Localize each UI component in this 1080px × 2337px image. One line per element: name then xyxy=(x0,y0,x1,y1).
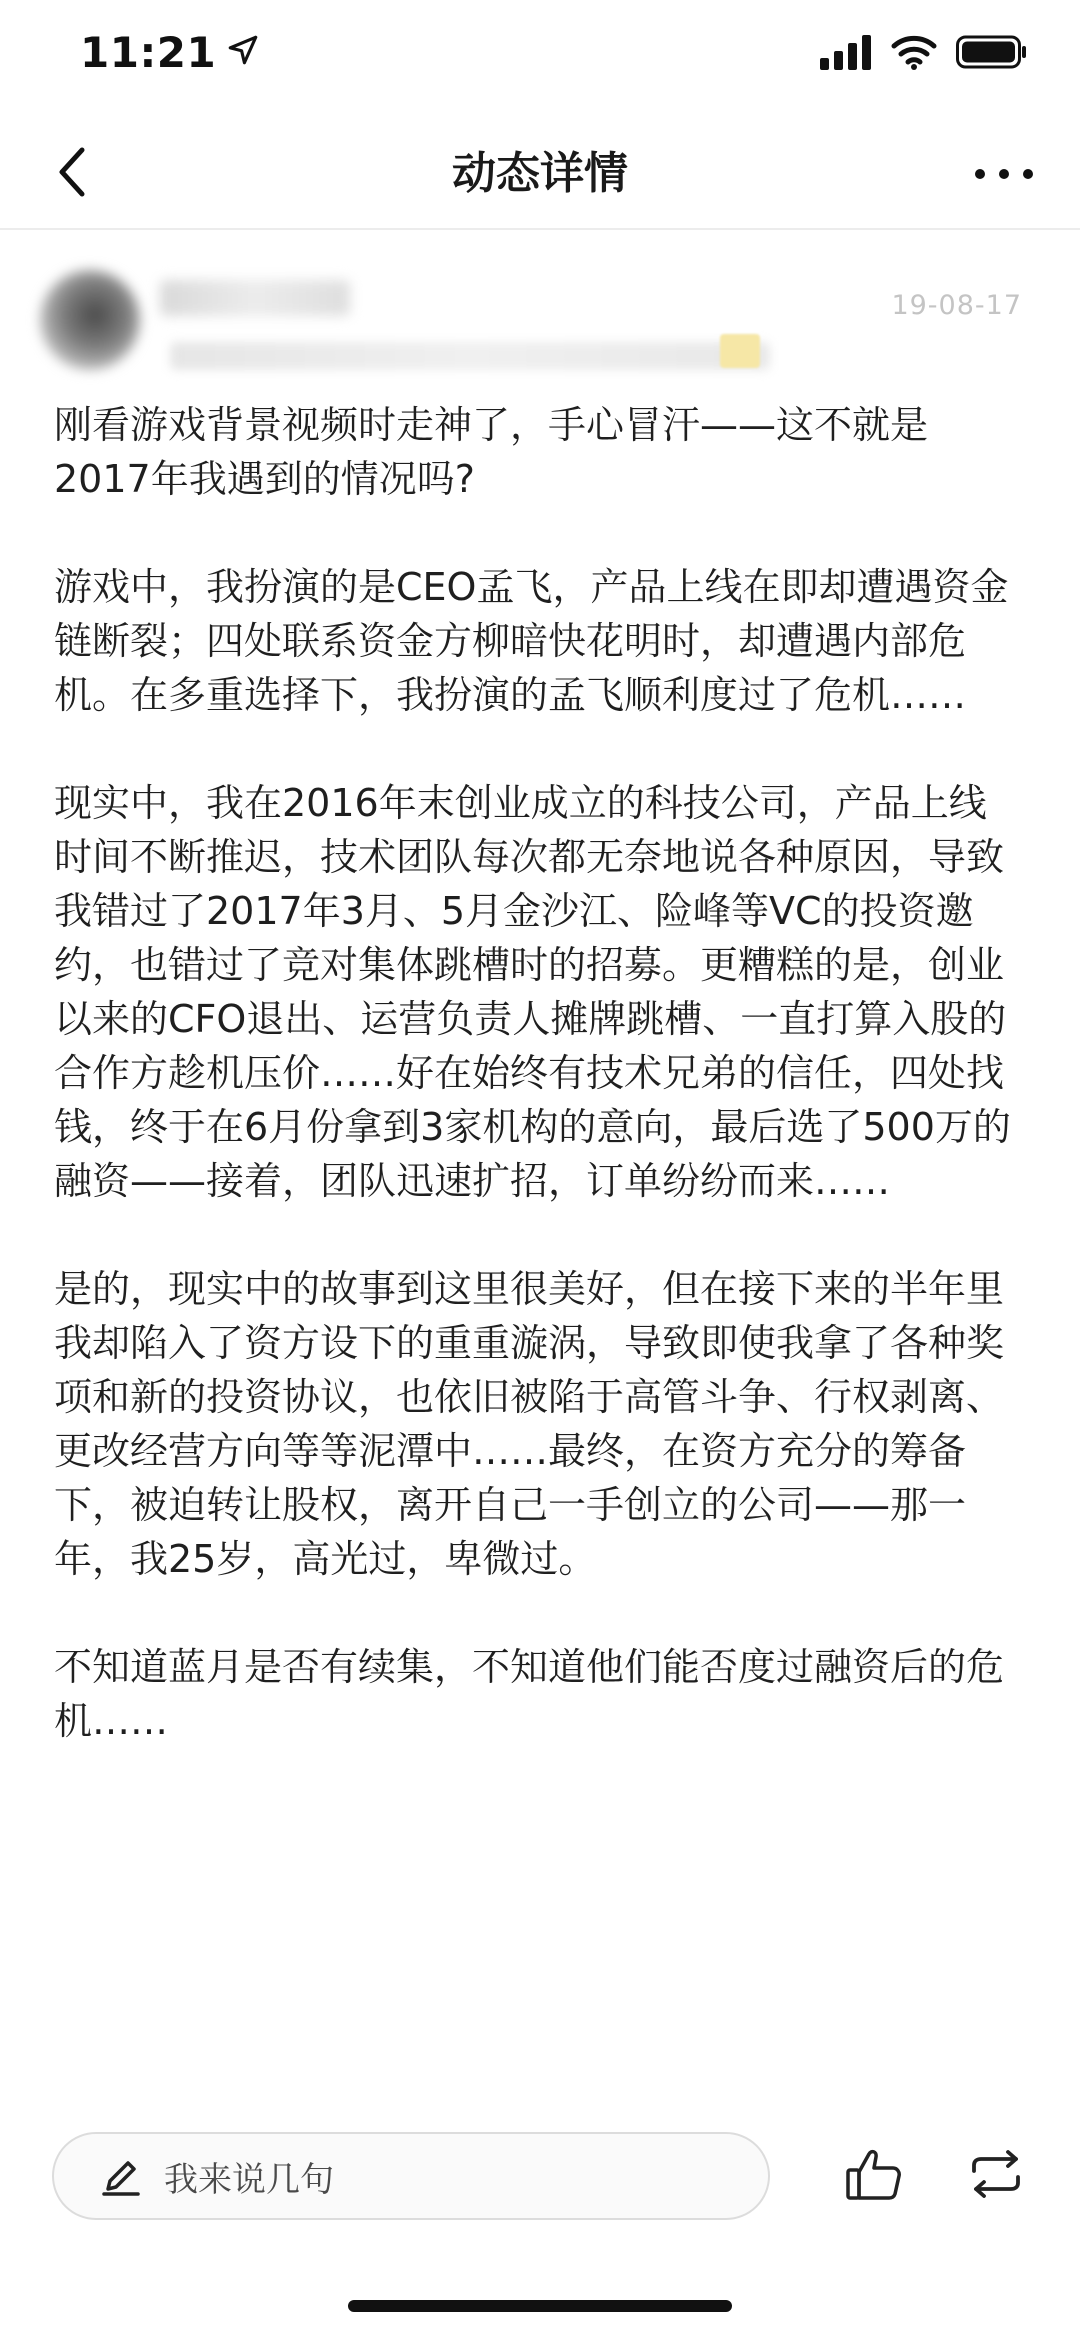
more-dots-icon xyxy=(974,165,1034,184)
post-paragraph: 是的，现实中的故事到这里很美好，但在接下来的半年里我却陷入了资方设下的重重漩涡，导致即使我拿了各种奖项和新的投资协议，也依旧被陷于高管斗争、行权剥离、更改经营方向等等泥潭中……最终，在资方充分的筹备下，被迫转让股权，离开自己一手创立的公司——那一年，我25岁，高光过，卑微过。 xyxy=(54,1267,1005,1581)
status-bar xyxy=(0,0,1080,120)
post-body xyxy=(54,398,1024,1748)
avatar[interactable] xyxy=(40,270,140,370)
pen-icon xyxy=(100,2155,142,2197)
thumbs-up-icon xyxy=(845,2146,903,2206)
battery-icon xyxy=(956,34,1028,74)
badge-icon xyxy=(720,334,760,368)
location-arrow-icon xyxy=(226,28,260,77)
author-name-blurred[interactable] xyxy=(160,280,350,316)
post-paragraph: 刚看游戏背景视频时走神了，手心冒汗——这不就是2017年我遇到的情况吗? xyxy=(54,403,929,501)
wifi-icon xyxy=(890,34,938,74)
repost-button[interactable] xyxy=(962,2142,1030,2210)
status-time-group xyxy=(80,28,260,77)
status-icons xyxy=(820,34,1028,74)
post-paragraph: 不知道蓝月是否有续集，不知道他们能否度过融资后的危机…… xyxy=(54,1645,1005,1743)
comment-placeholder: 我来说几句 xyxy=(164,2159,334,2200)
page-title: 动态详情 xyxy=(452,148,628,199)
post-paragraph: 现实中，我在2016年末创业成立的科技公司，产品上线时间不断推迟，技术团队每次都无奈地说各种原因，导致我错过了2017年3月、5月金沙江、险峰等VC的投资邀约，也错过了竞对集体跳槽时的招募。更糟糕的是，创业以来的CFO退出、运营负责人摊牌跳槽、一直打算入股的合作方趁机压价……好在始终有技术兄弟的信任，四处找钱，终于在6月份拿到3家机构的意向，最后选了500万的融资——接着，团队迅速扩招，订单纷纷而来…… xyxy=(54,781,1011,1203)
bottom-action-bar xyxy=(0,2120,1080,2240)
repost-icon xyxy=(968,2149,1024,2203)
comment-input[interactable] xyxy=(52,2132,770,2220)
post-date: 19-08-17 xyxy=(891,290,1022,321)
more-button[interactable] xyxy=(968,142,1040,206)
nav-bar xyxy=(0,120,1080,230)
post-paragraph: 游戏中，我扮演的是CEO孟飞，产品上线在即却遭遇资金链断裂；四处联系资金方柳暗快花明时，却遭遇内部危机。在多重选择下，我扮演的孟飞顺利度过了危机…… xyxy=(54,565,1009,717)
signal-icon xyxy=(820,34,872,74)
like-button[interactable] xyxy=(840,2142,908,2210)
author-info-blurred xyxy=(170,342,770,370)
status-time: 11:21 xyxy=(80,28,217,77)
author-row xyxy=(40,262,1040,382)
home-indicator[interactable] xyxy=(348,2300,732,2312)
